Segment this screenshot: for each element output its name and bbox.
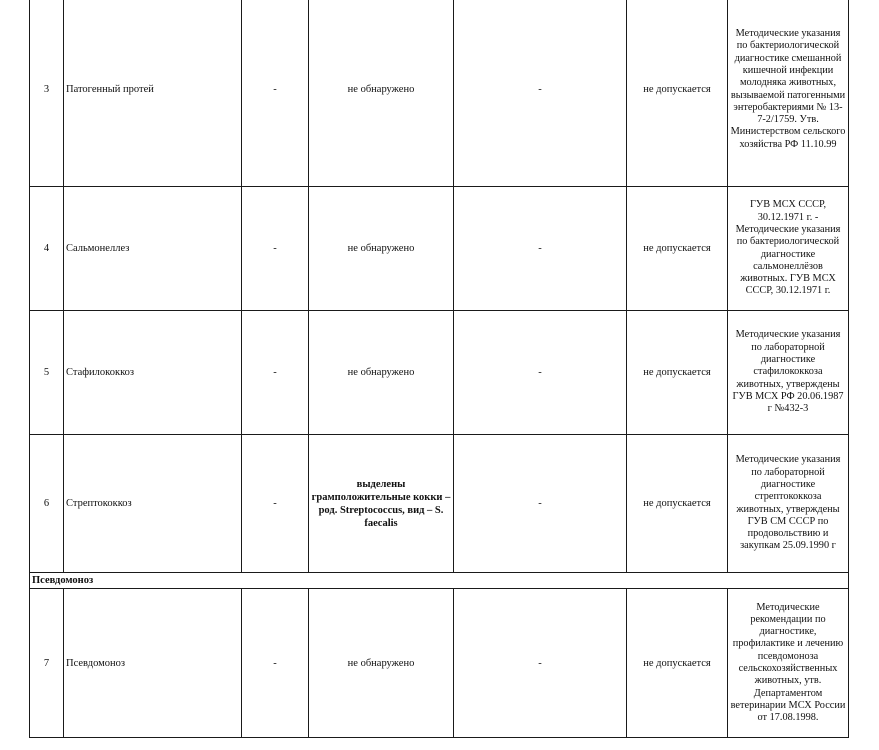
dash-cell: - — [242, 589, 309, 738]
norm-cell: не допускается — [627, 0, 728, 187]
method-document-cell: ГУВ МСХ СССР, 30.12.1971 г. - Методические указания по бактериологической диагностике сальмонеллёзов животных. ГУВ МСХ СССР, 30.12.1971 г. — [728, 187, 849, 311]
dash-cell: - — [242, 187, 309, 311]
method-document-cell: Методические указания по бактериологической диагностике смешанной кишечной инфекции молодняка животных, вызываемой патогенными энтеробактериями № 13-7-2/1759. Утв. Министерством сельского хозяйства РФ 11.10.99 — [728, 0, 849, 187]
result-cell: не обнаружено — [309, 311, 454, 435]
method-document-cell: Методические рекомендации по диагностике, профилактике и лечению псевдомоноза сельскохозяйственных животных, утв. Департаментом ветеринарии МСХ России от 17.08.1998. — [728, 589, 849, 738]
table-row — [30, 311, 849, 435]
result-cell: не обнаружено — [309, 0, 454, 187]
dash-cell: - — [242, 0, 309, 187]
result-cell: выделены грамположительные кокки – род. Streptococcus, вид – S. faecalis — [309, 435, 454, 573]
row-number: 5 — [30, 311, 64, 435]
norm-cell: не допускается — [627, 435, 728, 573]
row-number: 4 — [30, 187, 64, 311]
dash-cell: - — [454, 311, 627, 435]
norm-cell: не допускается — [627, 589, 728, 738]
dash-cell: - — [454, 589, 627, 738]
row-number: 6 — [30, 435, 64, 573]
table-row — [30, 589, 849, 738]
dash-cell: - — [454, 435, 627, 573]
table-row — [30, 0, 849, 187]
method-document-cell: Методические указания по лабораторной диагностике стафилококкоза животных, утверждены ГУВ МСХ РФ 20.06.1987 г №432-3 — [728, 311, 849, 435]
result-cell: не обнаружено — [309, 589, 454, 738]
table-row — [30, 435, 849, 573]
row-number: 3 — [30, 0, 64, 187]
dash-cell: - — [454, 187, 627, 311]
results-table — [29, 0, 849, 738]
row-number: 7 — [30, 589, 64, 738]
section-row — [30, 573, 849, 589]
disease-name: Сальмонеллез — [64, 187, 242, 311]
table-row — [30, 187, 849, 311]
norm-cell: не допускается — [627, 187, 728, 311]
dash-cell: - — [242, 435, 309, 573]
disease-name: Псевдомоноз — [64, 589, 242, 738]
section-title: Псевдомоноз — [30, 573, 849, 589]
disease-name: Патогенный протей — [64, 0, 242, 187]
result-cell: не обнаружено — [309, 187, 454, 311]
dash-cell: - — [454, 0, 627, 187]
norm-cell: не допускается — [627, 311, 728, 435]
disease-name: Стрептококкоз — [64, 435, 242, 573]
method-document-cell: Методические указания по лабораторной диагностике стрептококкоза животных, утверждены ГУВ СМ СССР по продовольствию и закупкам 25.09.1990 г — [728, 435, 849, 573]
dash-cell: - — [242, 311, 309, 435]
disease-name: Стафилококкоз — [64, 311, 242, 435]
